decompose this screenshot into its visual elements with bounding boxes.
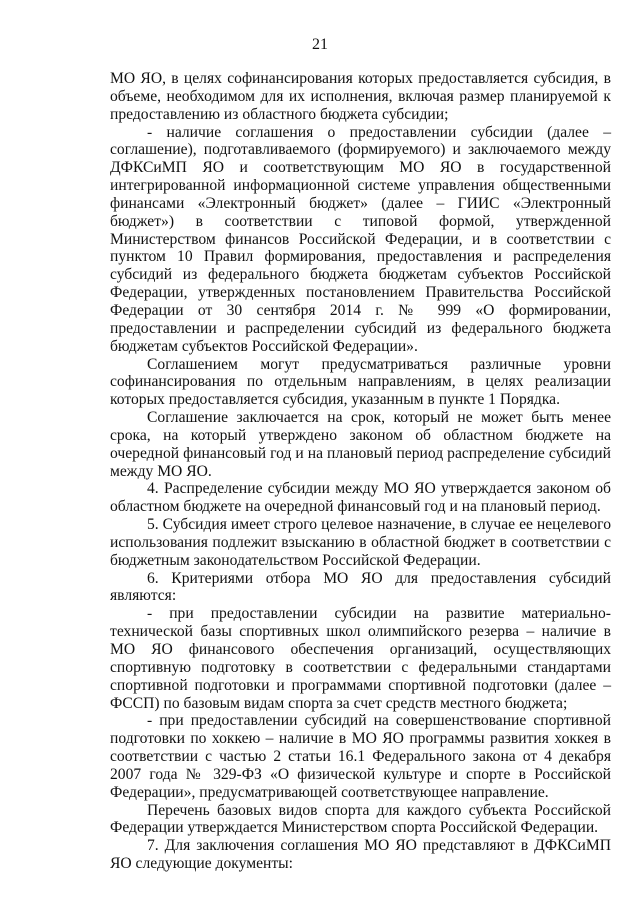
- document-body: [110, 70, 611, 873]
- paragraph: - при предоставлении субсидий на совершенствование спортивной подготовки по хоккею – наличие в МО ЯО программы развития хоккея в соответствии с частью 2 статьи 16.1 Федерального закона от 4 декабря 2007 года № 329-ФЗ «О физической культуре и спорте в Российской Федерации», предусматривающей соответствующее направление.: [110, 712, 611, 801]
- paragraph: Соглашением могут предусматриваться различные уровни софинансирования по отдельным направлениям, в целях реализации которых предоставляется субсидия, указанным в пункте 1 Порядка.: [110, 355, 611, 409]
- paragraph: - наличие соглашения о предоставлении субсидии (далее – соглашение), подготавливаемого (формируемого) и заключаемого между ДФКСиМП ЯО и соответствующим МО ЯО в государственной интегрированной информационной системе управления общественными финансами «Электронный бюджет» (далее – ГИИС «Электронный бюджет») в соответствии с типовой формой, утвержденной Министерством финансов Российской Федерации, и в соответствии с пунктом 10 Правил формирования, предоставления и распределения субсидий из федерального бюджета бюджетам субъектов Российской Федерации, утвержденных постановлением Правительства Российской Федерации от 30 сентября 2014 г. № 999 «О формировании, предоставлении и распределении субсидий из федерального бюджета бюджетам субъектов Российской Федерации».: [110, 123, 611, 355]
- paragraph: 6. Критериями отбора МО ЯО для предоставления субсидий являются:: [110, 569, 611, 605]
- paragraph: 4. Распределение субсидии между МО ЯО утверждается законом об областном бюджете на очередной финансовый год и на плановый период.: [110, 480, 611, 516]
- paragraph: МО ЯО, в целях софинансирования которых предоставляется субсидия, в объеме, необходимом для их исполнения, включая размер планируемой к предоставлению из областного бюджета субсидии;: [110, 70, 611, 123]
- paragraph: 7. Для заключения соглашения МО ЯО представляют в ДФКСиМП ЯО следующие документы:: [110, 837, 611, 873]
- page-number: 21: [312, 36, 328, 53]
- paragraph: 5. Субсидия имеет строго целевое назначение, в случае ее нецелевого использования подлежит взысканию в областной бюджет в соответствии с бюджетным законодательством Российской Федерации.: [110, 516, 611, 569]
- paragraph: Перечень базовых видов спорта для каждого субъекта Российской Федерации утверждается Министерством спорта Российской Федерации.: [110, 801, 611, 837]
- paragraph: - при предоставлении субсидии на развитие материально-технической базы спортивных школ олимпийского резерва – наличие в МО ЯО финансового обеспечения организаций, осуществляющих спортивную подготовку в соответствии с федеральными стандартами спортивной подготовки и программами спортивной подготовки (далее – ФССП) по базовым видам спорта за счет средств местного бюджета;: [110, 605, 611, 712]
- paragraph: Соглашение заключается на срок, который не может быть менее срока, на который утверждено законом об областном бюджете на очередной финансовый год и на плановый период распределение субсидий между МО ЯО.: [110, 409, 611, 480]
